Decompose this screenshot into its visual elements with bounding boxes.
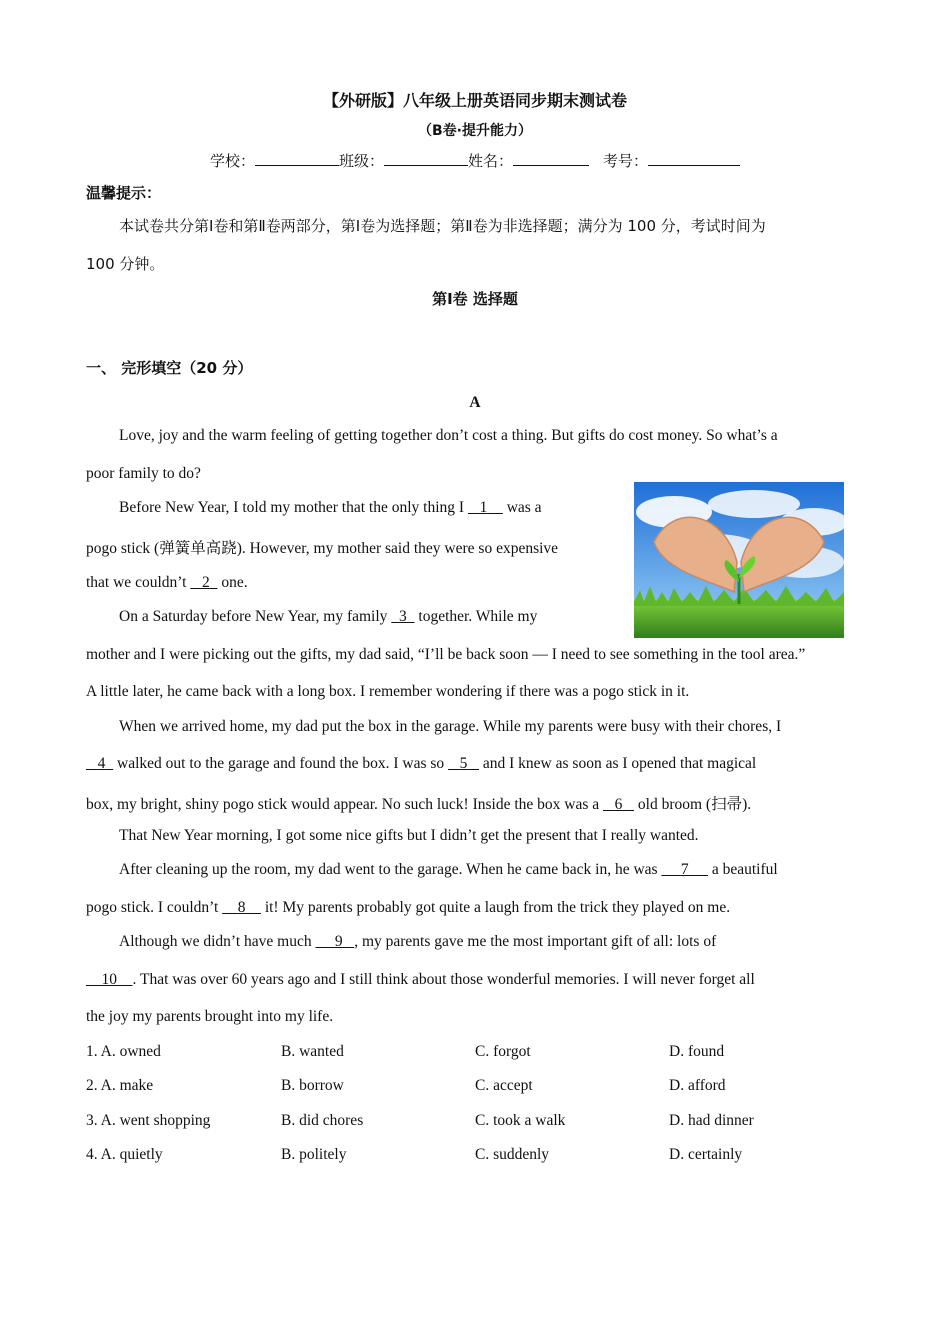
exam-subtitle: （B卷·提升能力） (418, 123, 532, 139)
passage-line-10: 4 walked out to the garage and found the box. I was so 5 and I knew as soon as I opened that magical (86, 755, 756, 773)
passage-line-13: After cleaning up the room, my dad went to the garage. When he came back in, he was 7 a beautiful (119, 861, 778, 878)
passage-line-4: pogo stick (弹簧单高跷). However, my mother said they were so expensive (86, 539, 559, 557)
blank-7: 7 (680, 861, 689, 878)
passage-line-2: poor family to do? (86, 465, 201, 482)
blank-9: 9 (334, 933, 343, 950)
student-info-row (0, 150, 950, 171)
passage-line-12: That New Year morning, I got some nice gifts but I didn’t get the present that I really wanted. (119, 827, 699, 844)
blank-10: 10 (101, 971, 117, 988)
blank-2: 2 (201, 574, 210, 591)
blank-8: 8 (237, 899, 246, 916)
passage-line-6: On a Saturday before New Year, my family 3 together. While my (119, 608, 538, 625)
passage-line-11: box, my bright, shiny pogo stick would appear. No such luck! Inside the box was a 6 old broom (扫帚). (86, 795, 752, 813)
class-label: 班级： (338, 152, 384, 170)
option-c: C. took a walk (475, 1112, 566, 1129)
passage-line-14: pogo stick. I couldn’t 8 it! My parents probably got quite a laugh from the trick they played on me. (86, 899, 731, 916)
part1-heading: 第Ⅰ卷 选择题 (432, 290, 518, 308)
exam-no-label: 考号： (603, 152, 649, 170)
option-c: C. accept (475, 1077, 533, 1094)
option-b: B. borrow (281, 1077, 344, 1094)
tips-title: 温馨提示： (86, 184, 162, 202)
blank-1: 1 (479, 499, 488, 516)
passage-text: Before New Year, I told my mother that the only thing I (119, 499, 465, 516)
option-a: 1. A. owned (86, 1043, 161, 1060)
option-d: D. had dinner (669, 1112, 754, 1129)
school-blank (255, 151, 339, 166)
passage-line-7: mother and I were picking out the gifts, my dad said, “I’ll be back soon — I need to see something in the tool area.” (86, 646, 806, 663)
passage-label: A (469, 394, 481, 411)
blank-4: 4 (97, 755, 106, 772)
blank-6: 6 (614, 796, 623, 813)
option-d: D. certainly (669, 1146, 743, 1163)
option-b: B. did chores (281, 1112, 364, 1129)
passage-text: was a (506, 499, 542, 516)
passage-line-5: that we couldn’t 2 one. (86, 574, 248, 591)
passage-line-3 (119, 499, 542, 517)
passage-line-1: Love, joy and the warm feeling of getting together don’t cost a thing. But gifts do cost money. So what’s a (119, 427, 778, 444)
option-b: B. politely (281, 1146, 347, 1163)
heart-hands-photo (634, 482, 844, 638)
blank-5: 5 (459, 755, 468, 772)
option-a: 4. A. quietly (86, 1146, 163, 1163)
option-d: D. found (669, 1043, 725, 1060)
tips-line-1: 本试卷共分第Ⅰ卷和第Ⅱ卷两部分，第Ⅰ卷为选择题；第Ⅱ卷为非选择题；满分为 100 分，考试时间为 (119, 217, 766, 235)
option-a: 3. A. went shopping (86, 1112, 211, 1129)
passage-line-8: A little later, he came back with a long box. I remember wondering if there was a pogo stick in it. (86, 683, 690, 700)
exam-title: 【外研版】八年级上册英语同步期末测试卷 (322, 91, 627, 110)
option-b: B. wanted (281, 1043, 344, 1060)
name-label: 姓名： (468, 152, 514, 170)
option-c: C. forgot (475, 1043, 531, 1060)
passage-line-15: Although we didn’t have much 9 , my parents gave me the most important gift of all: lots of (119, 933, 717, 950)
blank-3: 3 (399, 608, 407, 625)
option-c: C. suddenly (475, 1146, 550, 1163)
exam-no-blank (648, 151, 740, 166)
tips-line-2: 100 分钟。 (86, 255, 165, 273)
passage-line-17: the joy my parents brought into my life. (86, 1008, 334, 1025)
section1-heading: 一、 完形填空（20 分） (86, 359, 253, 377)
option-a: 2. A. make (86, 1077, 154, 1094)
option-d: D. afford (669, 1077, 726, 1094)
passage-line-16: 10 . That was over 60 years ago and I still think about those wonderful memories. I will never forget all (86, 971, 755, 989)
class-blank (384, 151, 468, 166)
name-blank (513, 151, 589, 166)
school-label: 学校： (209, 152, 255, 170)
passage-line-9: When we arrived home, my dad put the box in the garage. While my parents were busy with their chores, I (119, 718, 782, 735)
